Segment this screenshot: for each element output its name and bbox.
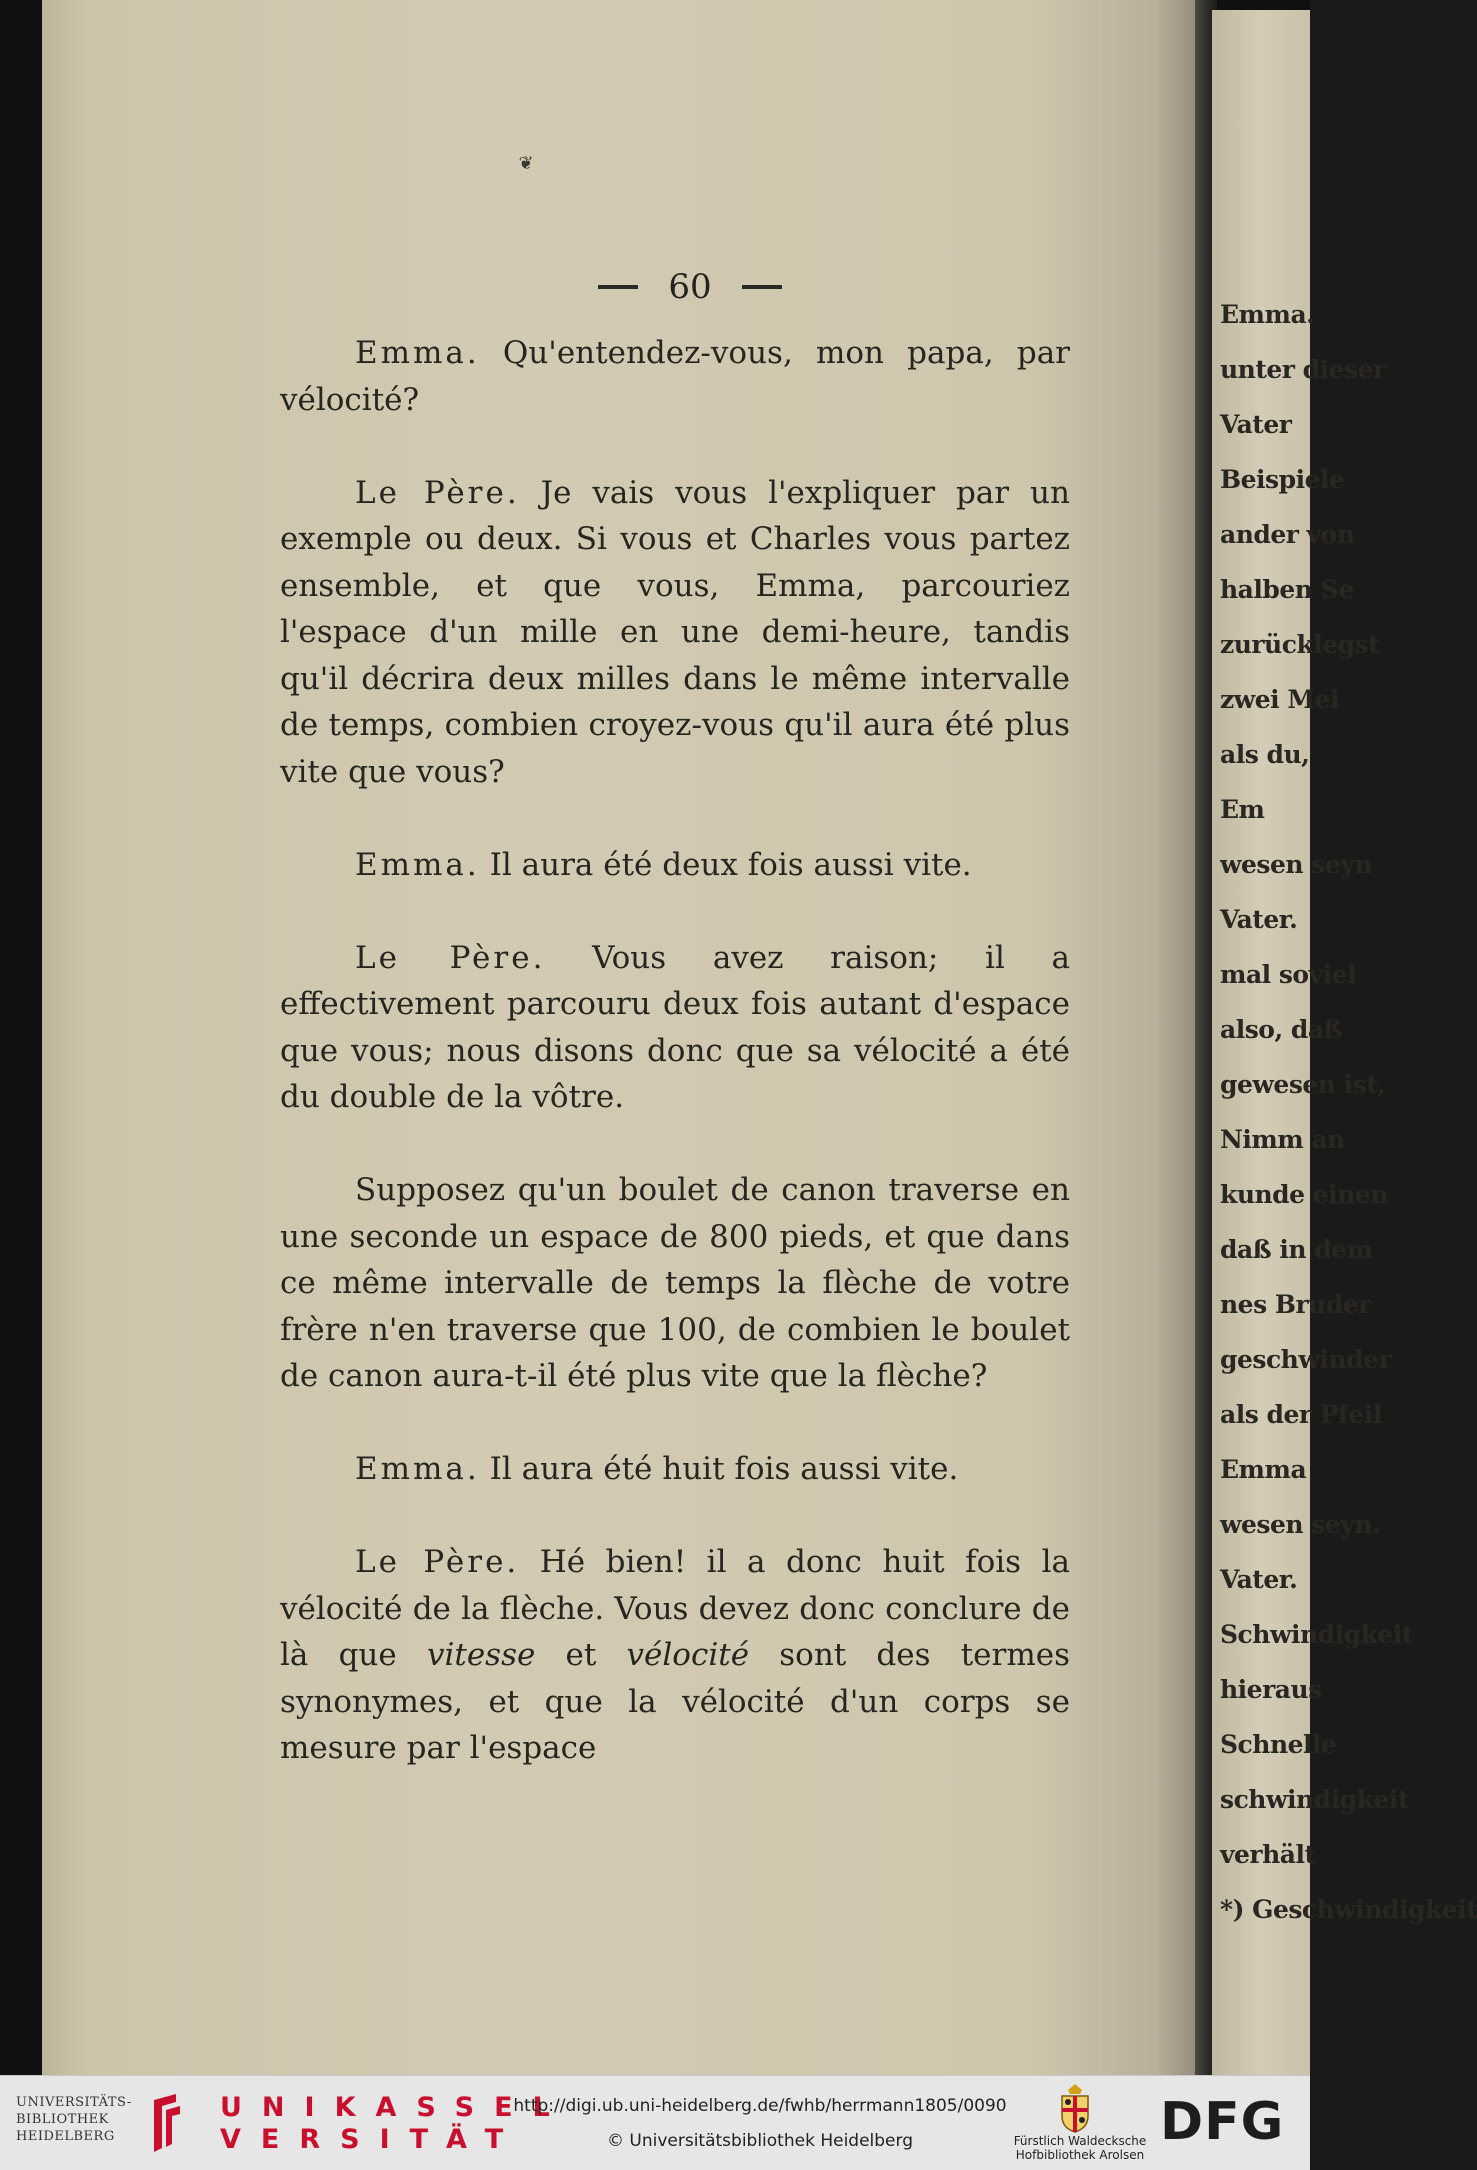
uni-kassel-logo[interactable] xyxy=(220,2092,570,2156)
copyright-notice: © Universitätsbibliothek Heidelberg xyxy=(606,2131,913,2151)
paragraph-text: et xyxy=(535,1637,627,1673)
paragraph-3 xyxy=(280,842,1070,889)
uni-kassel-line-1: UNIKASSEL xyxy=(220,2092,570,2123)
speaker-name: Emma. xyxy=(355,846,480,883)
uni-heidelberg-logo-icon[interactable] xyxy=(146,2092,186,2154)
paragraph-7 xyxy=(280,1539,1070,1772)
facing-page-fragment: gewesen ist, xyxy=(1220,1070,1386,1099)
paragraph-text: Hé bien! il a donc huit fois la vélocité de la flèche. Vous devez donc conclure de là que xyxy=(280,1544,1070,1673)
facing-page-edge xyxy=(1212,10,1477,2075)
speaker-name: Le Père. xyxy=(355,474,520,511)
facing-page-fragment: geschwinder xyxy=(1220,1345,1392,1374)
facing-page-fragment: *) Geschwindigkeit xyxy=(1220,1895,1477,1924)
facing-page-fragment: zwei Mei xyxy=(1220,685,1339,714)
paragraph-5 xyxy=(280,1167,1070,1400)
facing-page-fragment: also, daß xyxy=(1220,1015,1343,1044)
paragraph-6 xyxy=(280,1446,1070,1493)
facing-page-fragment: ander von xyxy=(1220,520,1355,549)
facing-page-fragment: halben Se xyxy=(1220,575,1354,604)
facing-page-fragment: Em xyxy=(1220,795,1265,824)
page-number-dash-right xyxy=(742,285,782,289)
paragraph-text: Il aura été deux fois aussi vite. xyxy=(479,846,972,883)
facing-page-fragment: Vater. xyxy=(1220,1565,1298,1594)
facing-page-fragment: Nimm an xyxy=(1220,1125,1345,1154)
facing-page-fragment: verhält xyxy=(1220,1840,1316,1869)
paragraph-text: Supposez qu'un boulet de canon traverse en une seconde un espace de 800 pieds, et que dans ce même intervalle de temps la flèche de votre frère n'en traverse que 100, de combien le boulet de canon aura-t-il été plus vite que la flèche? xyxy=(280,1172,1070,1394)
page-number-value: 60 xyxy=(668,267,712,307)
uni-heidelberg-line: UNIVERSITÄTS- xyxy=(16,2095,132,2110)
italic-term-velocite: vélocité xyxy=(626,1637,750,1673)
facing-page-fragment: zurücklegst xyxy=(1220,630,1380,659)
uni-heidelberg-wordmark[interactable] xyxy=(16,2094,141,2145)
paragraph-2 xyxy=(280,470,1070,796)
dfg-logo[interactable]: DFG xyxy=(1160,2092,1285,2152)
facing-page-fragment: Vater. xyxy=(1220,905,1298,934)
facing-page-fragment: Emma. xyxy=(1220,300,1315,329)
speaker-name: Emma. xyxy=(355,1451,480,1487)
paragraph-4 xyxy=(280,935,1070,1121)
speaker-name: Emma. xyxy=(355,335,480,371)
facing-page-fragment: als du, xyxy=(1220,740,1310,769)
paragraph-text: Je vais vous l'expliquer par un exemple ou deux. Si vous et Charles vous partez ensemble, et que vous, Emma, parcouriez l'espace d'un mille en une demi-heure, tandis qu'il décrira deux milles dans le même intervalle de temps, combien croyez-vous qu'il aura été plus vite que vous? xyxy=(280,474,1070,790)
page-number xyxy=(560,262,820,312)
facing-page-fragment: kunde einen xyxy=(1220,1180,1388,1209)
paragraph-text: Il aura été huit fois aussi vite. xyxy=(479,1451,959,1487)
facing-page-fragment: Beispiele xyxy=(1220,465,1345,494)
facing-page-fragment: mal soviel xyxy=(1220,960,1357,989)
paragraph-text: Qu'entendez-vous, mon papa, par vélocité? xyxy=(280,335,1070,418)
permalink-url[interactable]: http://digi.ub.uni-heidelberg.de/fwhb/herrmann1805/0090 xyxy=(513,2096,1007,2116)
facing-page-fragment: hieraus xyxy=(1220,1675,1322,1704)
paragraph-1 xyxy=(280,330,1070,423)
arolsen-library-label xyxy=(1005,2134,1155,2162)
facing-page-fragment: Emma xyxy=(1220,1455,1307,1484)
facing-page-fragment: unter dieser xyxy=(1220,355,1386,384)
facing-page-fragment: daß in dem xyxy=(1220,1235,1373,1264)
facing-page-fragment: nes Bruder xyxy=(1220,1290,1371,1319)
uni-heidelberg-line: BIBLIOTHEK xyxy=(16,2112,109,2127)
uni-kassel-line-2: VERSITÄT xyxy=(220,2124,524,2155)
page-number-dash-left xyxy=(598,285,638,289)
speaker-name: Le Père. xyxy=(355,1544,520,1580)
uni-heidelberg-line: HEIDELBERG xyxy=(16,2129,115,2144)
facing-page-fragment: schwindigkeit xyxy=(1220,1785,1409,1814)
speaker-name: Le Père. xyxy=(355,939,546,976)
italic-term-vitesse: vitesse xyxy=(426,1637,536,1673)
page-body-text xyxy=(280,330,1070,1818)
facing-page-fragment: wesen seyn xyxy=(1220,850,1372,879)
paragraph-text: Vous avez raison; il a effectivement parcouru deux fois autant d'espace que vous; nous disons donc que sa vélocité a été du double de la vôtre. xyxy=(280,939,1071,1115)
facing-page-fragment: wesen seyn. xyxy=(1220,1510,1381,1539)
viewer-footer xyxy=(0,2075,1310,2170)
facing-page-fragment: Vater xyxy=(1220,410,1292,439)
paragraph-text: sont des termes synonymes, et que la vélocité d'un corps se mesure par l'espace xyxy=(280,1637,1070,1766)
arolsen-crest-icon[interactable] xyxy=(1058,2082,1092,2134)
arolsen-line-1: Fürstlich Waldecksche xyxy=(1013,2134,1147,2148)
facing-page-fragment: Schnelle xyxy=(1220,1730,1337,1759)
facing-page-fragment: als der Pfeil xyxy=(1220,1400,1382,1429)
printer-ornament: ❦ xyxy=(518,153,534,174)
arolsen-line-2: Hofbibliothek Arolsen xyxy=(1015,2148,1145,2162)
facing-page-fragment: Schwindigkeit xyxy=(1220,1620,1413,1649)
